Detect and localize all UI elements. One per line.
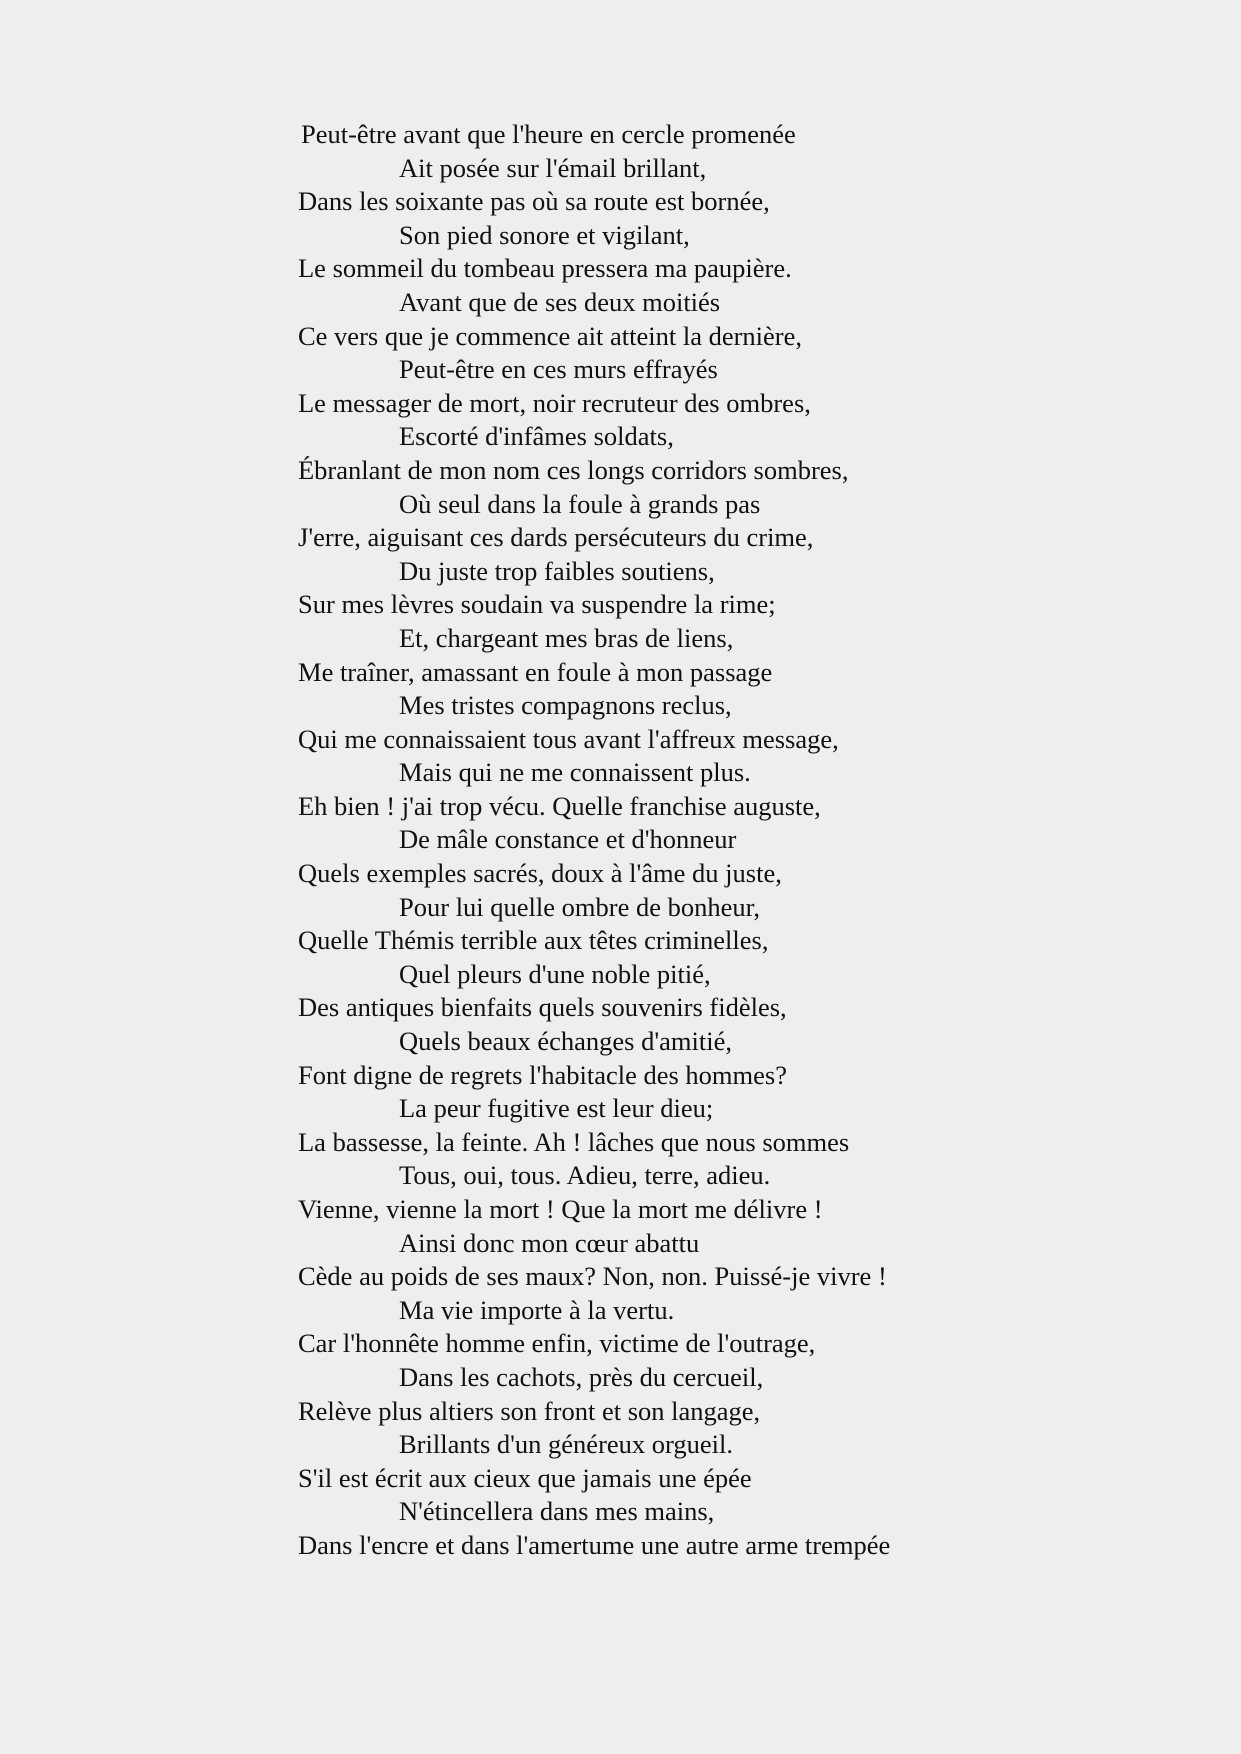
poem-line: Des antiques bienfaits quels souvenirs fidèles, [298, 992, 787, 1023]
poem-line: Et, chargeant mes bras de liens, [399, 622, 734, 653]
poem-line: Mes tristes compagnons reclus, [399, 690, 732, 721]
poem-line: Ma vie importe à la vertu. [399, 1294, 675, 1325]
poem-line: La bassesse, la feinte. Ah ! lâches que nous sommes [298, 1126, 850, 1157]
poem-line: Quel pleurs d'une noble pitié, [399, 958, 711, 989]
poem-line: Quels beaux échanges d'amitié, [399, 1026, 732, 1057]
poem-line: Ait posée sur l'émail brillant, [399, 152, 707, 183]
poem-line: J'erre, aiguisant ces dards persécuteurs du crime, [298, 522, 814, 553]
poem-line: Avant que de ses deux moitiés [399, 286, 721, 317]
poem-line: Du juste trop faibles soutiens, [399, 555, 715, 586]
poem-line: Ainsi donc mon cœur abattu [399, 1227, 700, 1258]
poem-line: Font digne de regrets l'habitacle des hommes? [298, 1059, 787, 1090]
poem-line: Peut-être en ces murs effrayés [399, 354, 718, 385]
poem-line: Car l'honnête homme enfin, victime de l'outrage, [298, 1328, 816, 1359]
poem-line: Brillants d'un généreux orgueil. [399, 1429, 733, 1460]
poem-line: Eh bien ! j'ai trop vécu. Quelle franchise auguste, [298, 790, 821, 821]
poem-line: Qui me connaissaient tous avant l'affreux message, [298, 723, 839, 754]
poem-line: La peur fugitive est leur dieu; [399, 1093, 714, 1124]
poem-line: Peut-être avant que l'heure en cercle promenée [301, 119, 796, 149]
poem-line: Ébranlant de mon nom ces longs corridors sombres, [298, 454, 849, 485]
poem-line: Quels exemples sacrés, doux à l'âme du juste, [298, 858, 782, 889]
poem-line: Son pied sonore et vigilant, [399, 219, 690, 250]
poem-line: N'étincellera dans mes mains, [399, 1496, 715, 1527]
poem-line: Dans les soixante pas où sa route est bornée, [298, 186, 770, 217]
poem-line: Escorté d'infâmes soldats, [399, 421, 674, 452]
poem-line: Vienne, vienne la mort ! Que la mort me délivre ! [298, 1194, 823, 1224]
poem-line: Mais qui ne me connaissent plus. [399, 757, 751, 788]
poem-line: Le sommeil du tombeau pressera ma paupière. [298, 253, 792, 284]
poem-line: De mâle constance et d'honneur [399, 824, 737, 855]
poem-line: Quelle Thémis terrible aux têtes criminelles, [298, 925, 769, 956]
poem-text [298, 118, 890, 1563]
poem-line: Relève plus altiers son front et son langage, [298, 1395, 761, 1426]
poem-line: Me traîner, amassant en foule à mon passage [298, 656, 773, 687]
poem-line: Ce vers que je commence ait atteint la dernière, [298, 320, 803, 351]
poem-line: Pour lui quelle ombre de bonheur, [399, 891, 761, 922]
poem-line: S'il est écrit aux cieux que jamais une épée [298, 1462, 752, 1493]
poem-line: Cède au poids de ses maux? Non, non. Puissé-je vivre ! [298, 1261, 887, 1292]
poem-line: Où seul dans la foule à grands pas [399, 488, 761, 519]
poem-line: Dans l'encre et dans l'amertume une autre arme trempée [298, 1529, 891, 1560]
poem-line: Tous, oui, tous. Adieu, terre, adieu. [399, 1160, 771, 1191]
poem-line: Sur mes lèvres soudain va suspendre la rime; [298, 589, 776, 620]
poem-line: Le messager de mort, noir recruteur des ombres, [298, 387, 811, 418]
poem-line: Dans les cachots, près du cercueil, [399, 1361, 764, 1392]
